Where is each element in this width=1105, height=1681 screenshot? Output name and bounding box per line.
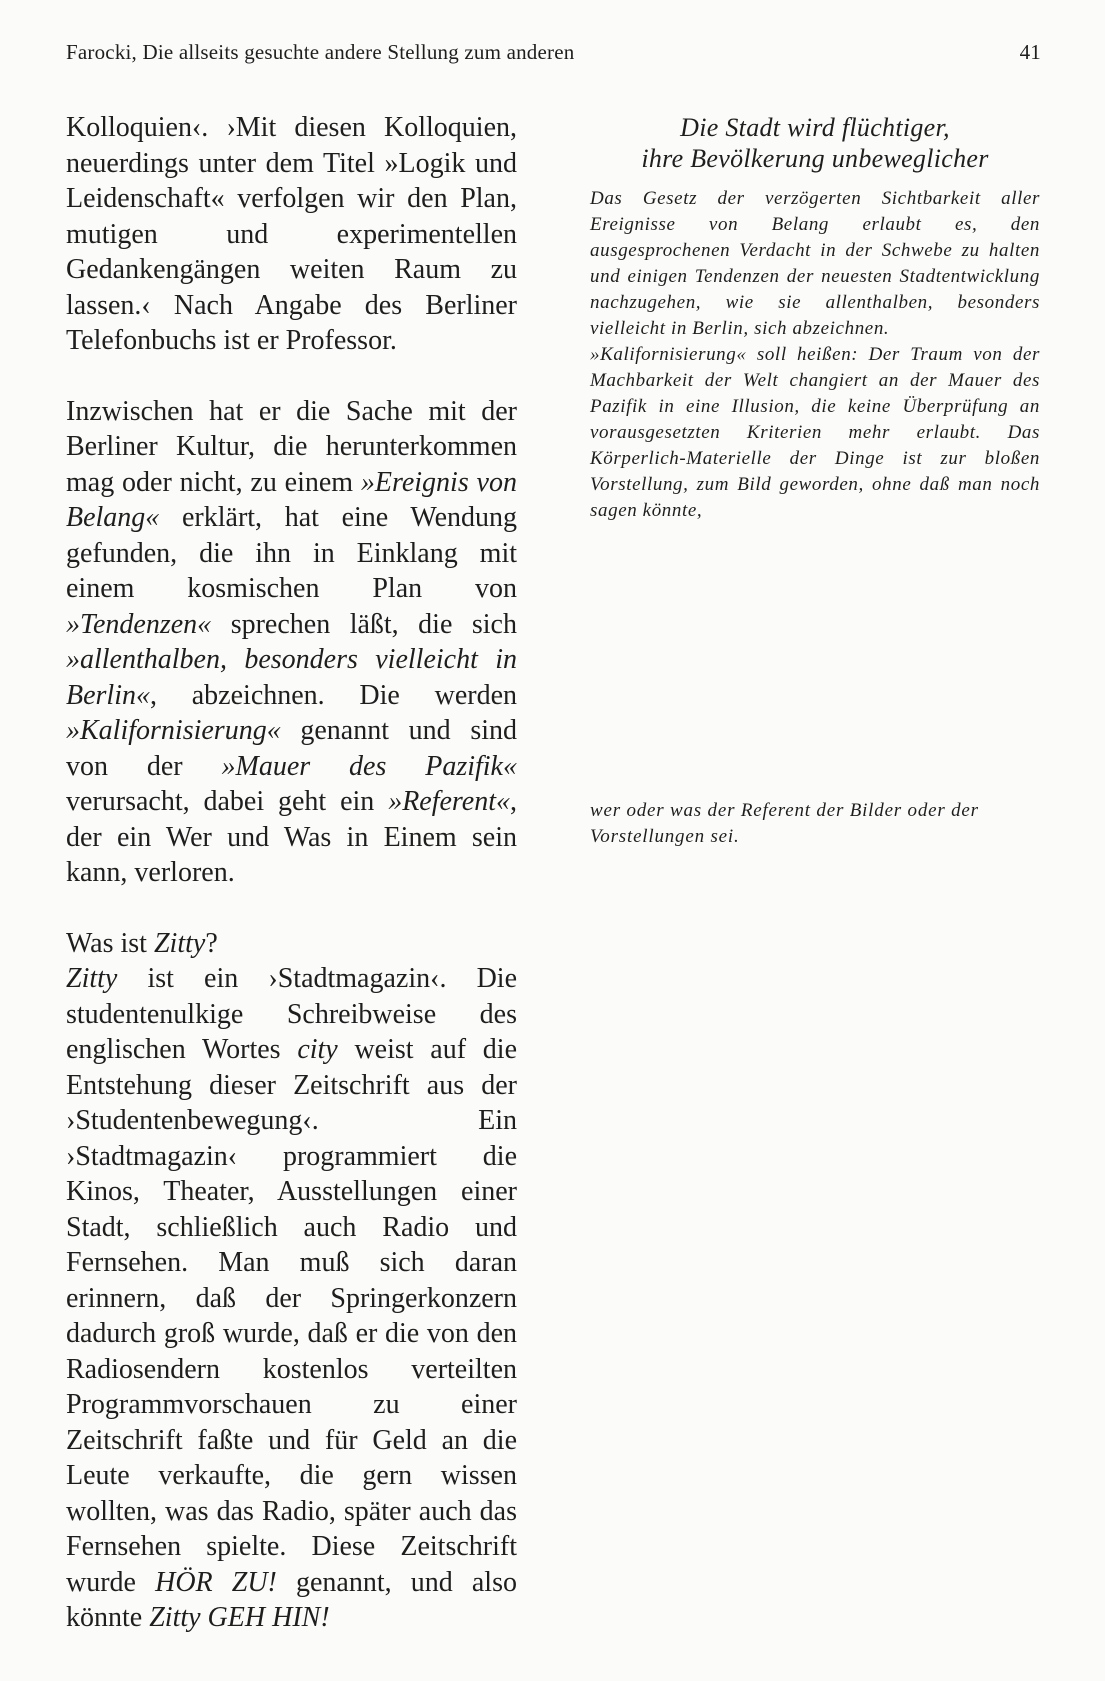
text-run: sprechen läßt, die sich <box>211 608 517 640</box>
paragraph-zitty <box>66 961 517 1636</box>
italic-run: »Mauer des Pazifik« <box>221 750 517 782</box>
paragraph-kolloquien: Kolloquien‹. ›Mit diesen Kolloquien, neuerdings unter dem Titel »Logik und Leidenschaft« verfolgen wir den Plan, mutigen und experimentellen Gedankengängen weiten Raum zu lassen.‹ Nach Angabe des Berliner Telefonbuchs ist er Professor. <box>66 112 517 356</box>
paragraph-inzwischen <box>66 394 517 891</box>
italic-run: »Ereignis von Belang« <box>66 466 517 533</box>
sidebar-text <box>590 186 1040 524</box>
main-text-column <box>66 110 517 1636</box>
sidebar-heading <box>590 112 1040 174</box>
text-run: ist ein ›Stadtmagazin‹. Die studentenulkige Schreibweise des englischen Wortes <box>66 963 517 1065</box>
text-run: , der ein Wer und Was in Einem sein kann, verloren. <box>66 786 517 888</box>
sidebar-column <box>590 112 1040 847</box>
question-suffix: ? <box>205 927 218 959</box>
italic-run: Zitty <box>66 963 118 994</box>
text-run: genannt, und also könnte <box>66 1566 517 1633</box>
sidebar-paragraph-1: Das Gesetz der verzögerten Sichtbarkeit aller Ereignisse von Belang erlaubt es, den ausgesprochenen Verdacht in der Schwebe zu halten und einigen Tendenzen der neuesten Stadtentwicklung nachzugehen, wie sie allenthalben, besonders vielleicht in Berlin, sich abzeichnen. <box>590 188 1040 339</box>
running-head-title: Farocki, Die allseits gesuchte andere Stellung zum anderen <box>66 40 575 64</box>
text-run: verursacht, dabei geht ein <box>66 786 389 817</box>
italic-run: HÖR ZU! <box>155 1566 277 1598</box>
italic-run: »Referent« <box>388 786 510 817</box>
sidebar-paragraph-2: »Kalifornisierung« soll heißen: Der Traum von der Machbarkeit der Welt changiert an der Mauer des Pazifik in eine Illusion, die keine Überprüfung an vorausgesetzten Kriterien mehr erlaubt. Das Körperlich-Materielle der Dinge ist zur bloßen Vorstellung, zum Bild geworden, ohne daß man noch sagen könnte, <box>590 344 1040 521</box>
italic-run: »allenthalben, besonders vielleicht in Berlin« <box>66 644 517 711</box>
text-run: erklärt, hat eine Wendung gefunden, die ihn in Einklang mit einem kosmischen Plan von <box>66 502 517 604</box>
italic-run: »Kalifornisierung« <box>66 715 281 746</box>
sidebar-heading-line2: ihre Bevölkerung unbeweglicher <box>641 144 989 173</box>
sidebar-continuation <box>590 798 1040 850</box>
sidebar-heading-line1: Die Stadt wird flüchtiger, <box>680 113 950 142</box>
text-run: Inzwischen hat er die Sache mit der Berliner Kultur, die herunterkommen mag oder nicht, zu einem <box>66 395 517 498</box>
text-run: , abzeichnen. Die werden <box>150 679 517 711</box>
sidebar-continuation-text: wer oder was der Referent der Bilder oder der Vorstellungen sei. <box>590 800 979 847</box>
page-number: 41 <box>1019 40 1041 64</box>
question-prefix: Was ist <box>66 927 154 959</box>
text-run: genannt und sind von der <box>66 715 517 782</box>
italic-run: city <box>297 1034 338 1065</box>
italic-run: »Tendenzen« <box>66 608 212 640</box>
paragraph-question <box>66 926 517 962</box>
text-run: weist auf die Entstehung dieser Zeitschrift aus der ›Studentenbewegung‹. Ein ›Stadtmagazin‹ programmiert die Kinos, Theater, Ausstellungen einer Stadt, schließlich auch Radio und Fernsehen. Man muß sich daran erinnern, daß der Springerkonzern dadurch groß wurde, daß er die von den Radiosendern kostenlos verteilten Programmvorschauen zu einer Zeitschrift faßte und für Geld an die Leute verkaufte, die gern wissen wollten, was das Radio, später auch das Fernsehen spielte. Diese Zeitschrift wurde <box>66 1034 517 1598</box>
question-zitty: Zitty <box>153 927 206 959</box>
italic-run: Zitty GEH HIN! <box>149 1602 330 1633</box>
